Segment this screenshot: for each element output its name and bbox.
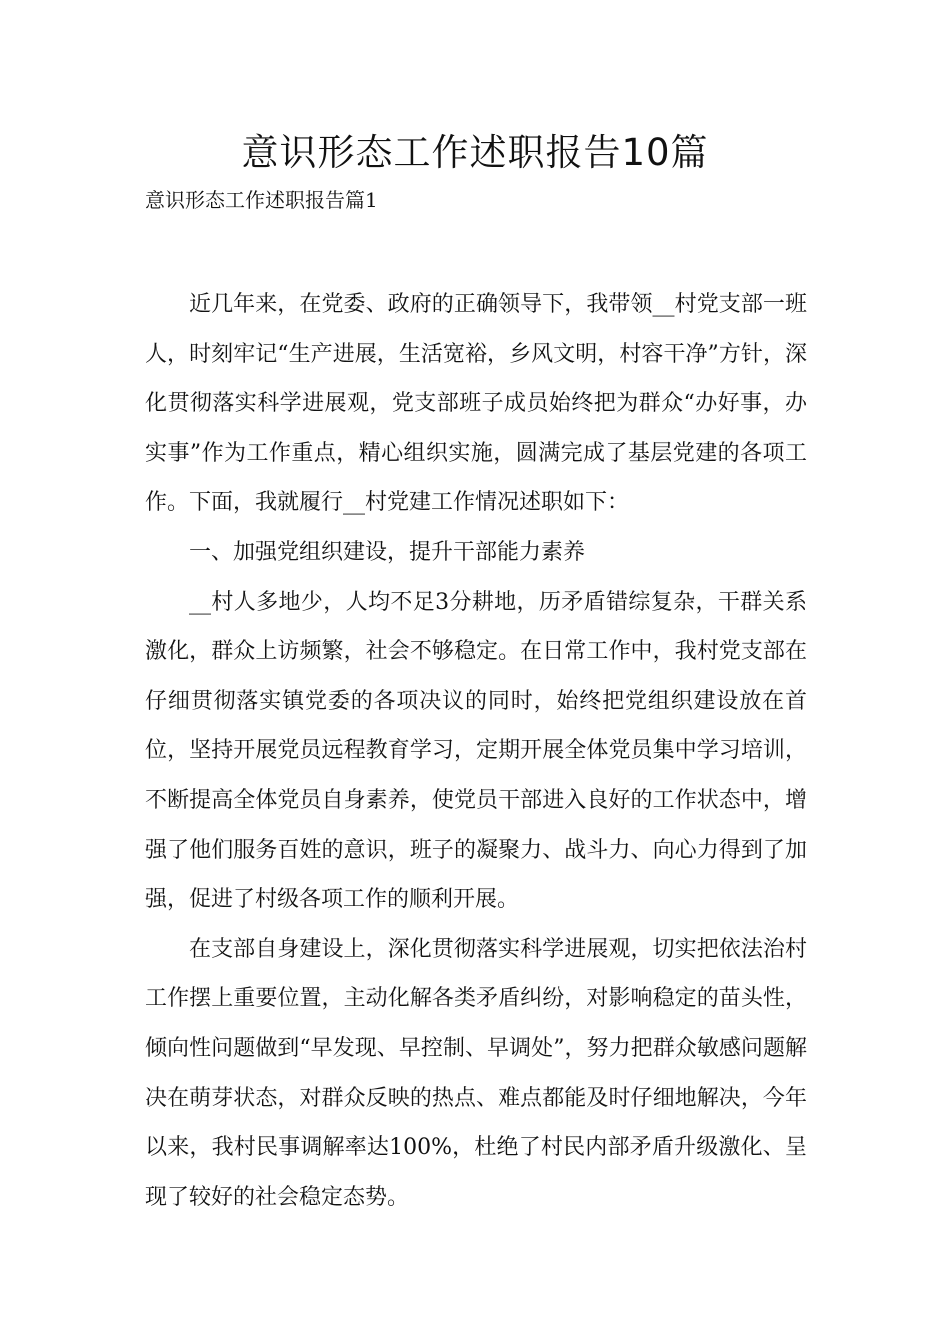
paragraph-party-building: __村人多地少，人均不足3分耕地，历矛盾错综复杂，干群关系激化，群众上访频繁，社会不够稳定。在日常工作中，我村党支部在仔细贯彻落实镇党委的各项决议的同时，始终把党组织建设放在首位，坚持开展党员远程教育学习，定期开展全体党员集中学习培训，不断提高全体党员自身素养，使党员干部进入良好的工作状态中，增强了他们服务百姓的意识，班子的凝聚力、战斗力、向心力得到了加强，促进了村级各项工作的顺利开展。: [145, 589, 807, 913]
document-title: 意识形态工作述职报告10篇: [241, 131, 709, 174]
section-heading: 意识形态工作述职报告篇1: [145, 188, 378, 212]
document-body: [145, 280, 807, 1222]
paragraph-stability: 在支部自身建设上，深化贯彻落实科学进展观，切实把依法治村工作摆上重要位置，主动化解各类矛盾纠纷，对影响稳定的苗头性，倾向性问题做到“早发现、早控制、早调处”，努力把群众敏感问题解决在萌芽状态，对群众反映的热点、难点都能及时仔细地解决，今年以来，我村民事调解率达100%，杜绝了村民内部矛盾升级激化、呈现了较好的社会稳定态势。: [145, 936, 807, 1210]
paragraph-intro: 近几年来，在党委、政府的正确领导下，我带领__村党支部一班人，时刻牢记“生产进展，生活宽裕，乡风文明，村容干净”方针，深化贯彻落实科学进展观，党支部班子成员始终把为群众“办好事，办实事”作为工作重点，精心组织实施，圆满完成了基层党建的各项工作。下面，我就履行__村党建工作情况述职如下：: [145, 292, 807, 516]
paragraph-subheading: 一、加强党组织建设，提升干部能力素养: [189, 539, 586, 565]
